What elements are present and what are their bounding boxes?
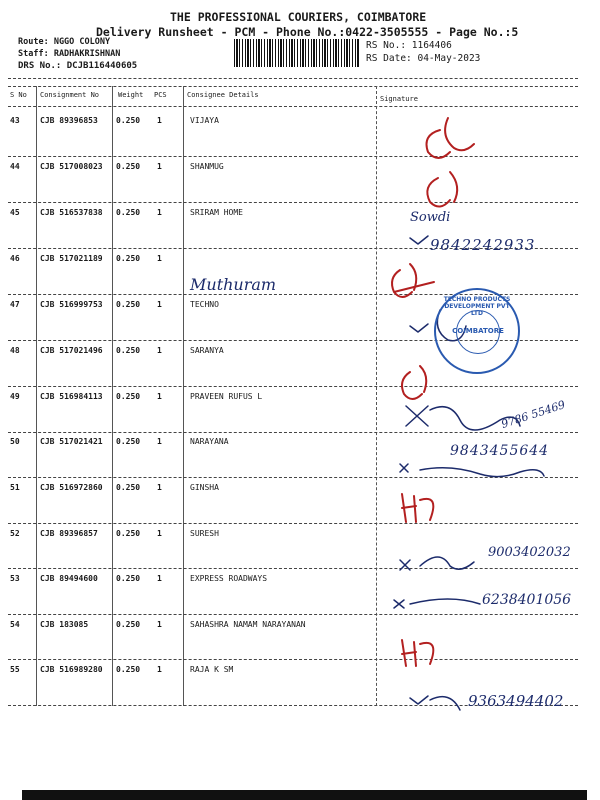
row-sno: 51	[10, 483, 20, 492]
row-pcs: 1	[157, 208, 162, 217]
col-divider	[183, 86, 184, 706]
scan-edge	[22, 790, 587, 800]
col-sno: S No	[10, 91, 27, 99]
row-pcs: 1	[157, 620, 162, 629]
row-pcs: 1	[157, 437, 162, 446]
row-sno: 50	[10, 437, 20, 446]
row-sno: 55	[10, 665, 20, 674]
row-weight: 0.250	[116, 574, 141, 583]
row-consignee: SARANYA	[190, 346, 224, 355]
row-consignment: CJB 517008023	[40, 162, 103, 171]
col-consignment: Consignment No	[40, 91, 100, 99]
row-pcs: 1	[157, 529, 162, 538]
row-sno: 45	[10, 208, 20, 217]
signature-row49	[406, 406, 520, 430]
row-weight: 0.250	[116, 208, 141, 217]
row-consignee: EXPRESS ROADWAYS	[190, 574, 268, 583]
row-weight: 0.250	[116, 529, 141, 538]
row-consignment: CJB 517021496	[40, 346, 103, 355]
row-weight: 0.250	[116, 254, 141, 263]
signature-row48	[402, 366, 426, 399]
row-sno: 49	[10, 392, 20, 401]
row-pcs: 1	[157, 483, 162, 492]
col-consignee: Consignee Details	[187, 91, 259, 99]
handwritten-phone: 9003402032	[488, 545, 571, 560]
row-consignee: GINSHA	[190, 483, 219, 492]
row-weight: 0.250	[116, 162, 141, 171]
row-sno: 52	[10, 529, 20, 538]
header-rule-2	[8, 86, 578, 87]
signature-row54	[402, 640, 433, 666]
row-pcs: 1	[157, 392, 162, 401]
rs-date: RS Date: 04-May-2023	[366, 53, 481, 64]
row-weight: 0.250	[116, 665, 141, 674]
row-pcs: 1	[157, 665, 162, 674]
row-consignment: CJB 516537838	[40, 208, 103, 217]
handwritten-phone: 9843455644	[450, 443, 550, 459]
row-weight: 0.250	[116, 437, 141, 446]
col-divider	[112, 86, 113, 706]
row-consignee: SRIRAM HOME	[190, 208, 243, 217]
signature-row50	[400, 464, 544, 477]
row-consignee: SHANMUG	[190, 162, 224, 171]
col-weight: Weight	[118, 91, 144, 99]
signature-row43	[427, 118, 475, 158]
runsheet-title: Delivery Runsheet - PCM - Phone No.:0422-3505555 - Page No.:5	[96, 25, 519, 39]
row-consignee: PRAVEEN RUFUS L	[190, 392, 263, 401]
row-pcs: 1	[157, 346, 162, 355]
handwritten-phone: 6238401056	[482, 592, 572, 608]
signature-row46	[392, 264, 434, 297]
row-weight: 0.250	[116, 346, 141, 355]
row-consignee: NARAYANA	[190, 437, 229, 446]
stamp-ring-text: TECHNO PRODUCTS DEVELOPMENT PVT LTD	[443, 296, 511, 317]
signature-row52	[400, 557, 474, 570]
col-divider	[36, 86, 37, 706]
row-pcs: 1	[157, 300, 162, 309]
handwritten-phone: 9363494402	[468, 692, 564, 710]
row-sno: 47	[10, 300, 20, 309]
row-consignee: SAHASHRA NAMAM NARAYANAN	[190, 620, 306, 629]
row-consignee: VIJAYA	[190, 116, 219, 125]
signature-row45	[410, 236, 428, 244]
row-pcs: 1	[157, 254, 162, 263]
row-consignment: CJB 89396857	[40, 529, 98, 538]
row-weight: 0.250	[116, 116, 141, 125]
staff-label: Staff: RADHAKRISHNAN	[18, 49, 121, 59]
row-consignment: CJB 516999753	[40, 300, 103, 309]
row-consignment: CJB 516989280	[40, 665, 103, 674]
signature-row44	[427, 172, 457, 207]
row-sno: 54	[10, 620, 20, 629]
row-consignment: CJB 517021189	[40, 254, 103, 263]
company-title: THE PROFESSIONAL COURIERS, COIMBATORE	[170, 10, 427, 24]
drs-number: DRS No.: DCJB116440605	[18, 61, 138, 71]
header-rule-top	[8, 78, 578, 79]
row-sno: 43	[10, 116, 20, 125]
handwritten-phone: 9842242933	[430, 236, 536, 254]
row-sno: 46	[10, 254, 20, 263]
company-stamp	[434, 288, 520, 374]
signature-row55	[410, 696, 460, 710]
row-consignee: RAJA K SM	[190, 665, 234, 674]
handwritten-name: Sowdi	[410, 210, 451, 225]
row-consignee: SURESH	[190, 529, 219, 538]
row-weight: 0.250	[116, 483, 141, 492]
row-weight: 0.250	[116, 620, 141, 629]
signature-row51	[402, 494, 433, 522]
signature-row53	[394, 599, 480, 608]
row-sno: 48	[10, 346, 20, 355]
header-rule-bottom	[8, 106, 578, 107]
row-weight: 0.250	[116, 300, 141, 309]
row-consignment: CJB 516972860	[40, 483, 103, 492]
row-pcs: 1	[157, 162, 162, 171]
row-consignment: CJB 517021421	[40, 437, 103, 446]
row-sno: 44	[10, 162, 20, 171]
row-consignment: CJB 89396853	[40, 116, 98, 125]
col-pcs: PCS	[154, 91, 167, 99]
row-consignment: CJB 516984113	[40, 392, 103, 401]
row-consignment: CJB 89494600	[40, 574, 98, 583]
row-pcs: 1	[157, 116, 162, 125]
row-weight: 0.250	[116, 392, 141, 401]
stamp-center-text: COIMBATORE	[452, 327, 504, 335]
col-divider	[376, 86, 377, 706]
row-consignee: TECHNO	[190, 300, 219, 309]
barcode	[234, 39, 359, 67]
handwritten-name: Muthuram	[190, 275, 277, 294]
col-signature: Signature	[380, 95, 418, 103]
row-pcs: 1	[157, 574, 162, 583]
signatures-layer	[380, 110, 590, 730]
rs-number: RS No.: 1164406	[366, 40, 452, 51]
route-label: Route: NGGO COLONY	[18, 37, 111, 47]
handwritten-phone: 9786 55469	[499, 398, 567, 431]
row-sno: 53	[10, 574, 20, 583]
row-consignment: CJB 183085	[40, 620, 89, 629]
